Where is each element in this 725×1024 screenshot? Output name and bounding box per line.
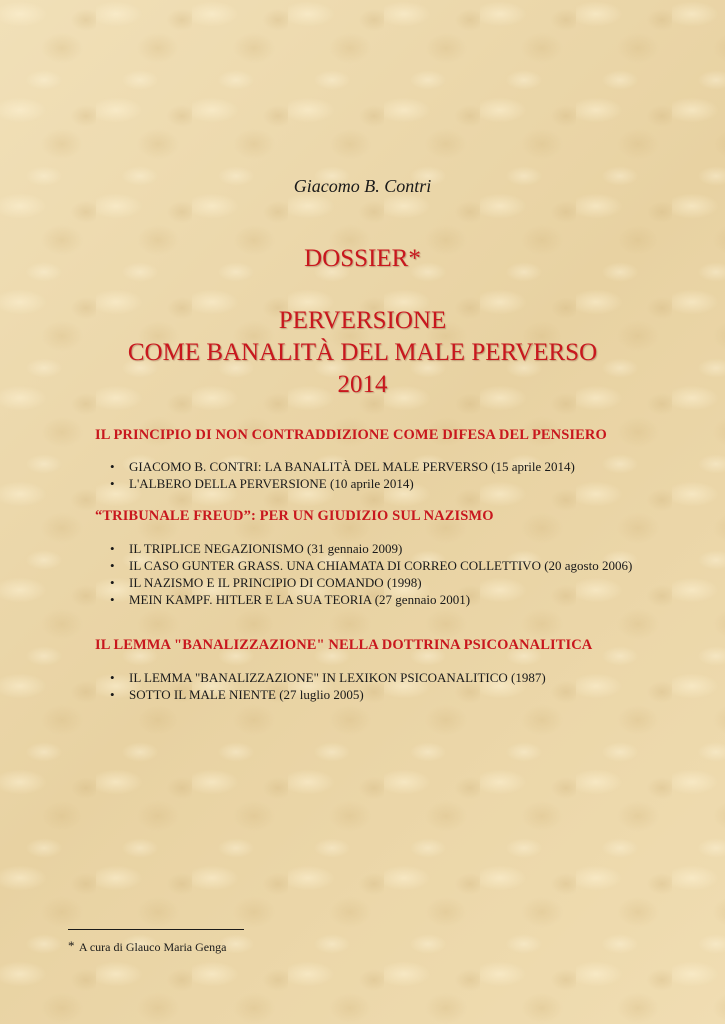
section-item-list: [108, 459, 638, 493]
document-subtitle: [0, 305, 725, 401]
list-item[interactable]: [108, 558, 638, 574]
author-name: Giacomo B. Contri: [293, 176, 432, 196]
footnote-mark: *: [68, 938, 75, 953]
section-heading: IL PRINCIPIO DI NON CONTRADDIZIONE COME DIFESA DEL PENSIERO: [95, 427, 607, 443]
bullet-icon: •: [110, 687, 115, 702]
list-item-text: IL CASO GUNTER GRASS. UNA CHIAMATA DI CORREO COLLETTIVO (20 agosto 2006): [129, 558, 633, 573]
list-item[interactable]: [108, 575, 638, 591]
footnote-divider: [68, 929, 244, 930]
list-item-text: MEIN KAMPF. HITLER E LA SUA TEORIA (27 gennaio 2001): [129, 592, 471, 607]
list-item[interactable]: [108, 476, 638, 492]
list-item-text: IL NAZISMO E IL PRINCIPIO DI COMANDO (1998): [129, 575, 422, 590]
subtitle-line: PERVERSIONE: [278, 307, 447, 334]
bullet-icon: •: [110, 541, 115, 556]
list-item[interactable]: [108, 670, 638, 686]
bullet-icon: •: [110, 592, 115, 607]
footnote-text: A cura di Glauco Maria Genga: [78, 940, 227, 954]
bullet-icon: •: [110, 459, 115, 474]
bullet-icon: •: [110, 575, 115, 590]
section-heading: “TRIBUNALE FREUD”: PER UN GIUDIZIO SUL NAZISMO: [95, 508, 494, 524]
bullet-icon: •: [110, 670, 115, 685]
list-item-text: SOTTO IL MALE NIENTE (27 luglio 2005): [129, 687, 364, 702]
section-heading: IL LEMMA "BANALIZZAZIONE" NELLA DOTTRINA PSICOANALITICA: [95, 637, 593, 653]
list-item-text: L'ALBERO DELLA PERVERSIONE (10 aprile 2014): [129, 476, 414, 491]
section-item-list: [108, 670, 638, 704]
dossier-title: DOSSIER*: [304, 245, 421, 272]
list-item-text: IL TRIPLICE NEGAZIONISMO (31 gennaio 2009): [129, 541, 403, 556]
footnote: [68, 938, 226, 955]
subtitle-line: 2014: [337, 371, 388, 398]
list-item[interactable]: [108, 687, 638, 703]
list-item[interactable]: [108, 541, 638, 557]
list-item-text: GIACOMO B. CONTRI: LA BANALITÀ DEL MALE PERVERSO (15 aprile 2014): [129, 459, 575, 474]
bullet-icon: •: [110, 558, 115, 573]
bullet-icon: •: [110, 476, 115, 491]
list-item-text: IL LEMMA "BANALIZZAZIONE" IN LEXIKON PSICOANALITICO (1987): [129, 670, 546, 685]
list-item[interactable]: [108, 459, 638, 475]
section-item-list: [108, 541, 638, 609]
subtitle-line: COME BANALITÀ DEL MALE PERVERSO: [127, 339, 598, 366]
list-item[interactable]: [108, 592, 638, 608]
